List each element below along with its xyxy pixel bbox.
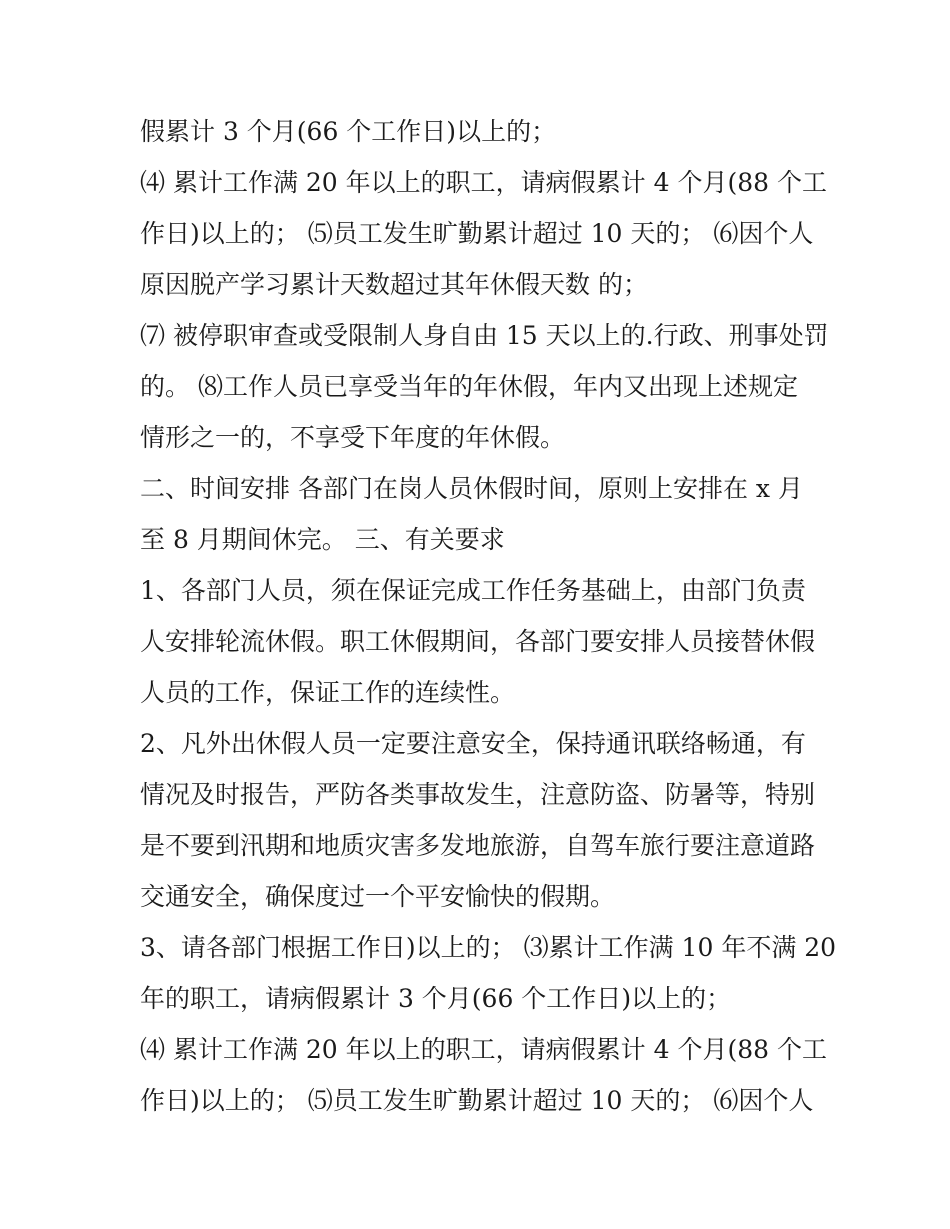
text-line: 至 8 月期间休完。 三、有关要求 bbox=[140, 525, 505, 554]
document-body bbox=[140, 106, 837, 1126]
text-line: 是不要到汛期和地质灾害多发地旅游，自驾车旅行要注意道路 bbox=[140, 831, 816, 860]
text-line: 的。 ⑻工作人员已享受当年的年休假，年内又出现上述规定 bbox=[140, 372, 798, 401]
text-line: 原因脱产学习累计天数超过其年休假天数 的； bbox=[140, 270, 648, 299]
list-item-line: 2、凡外出休假人员一定要注意安全，保持通讯联络畅通，有 bbox=[140, 729, 806, 758]
text-line: ⑺ 被停职审查或受限制人身自由 15 天以上的.行政、刑事处罚 bbox=[140, 321, 829, 350]
text-line: 人员的工作，保证工作的连续性。 bbox=[140, 678, 516, 707]
text-line: 假累计 3 个月(66 个工作日)以上的； bbox=[140, 117, 557, 146]
text-line: 作日)以上的； ⑸员工发生旷勤累计超过 10 天的； ⑹因个人 bbox=[140, 219, 814, 248]
text-line: 人安排轮流休假。职工休假期间，各部门要安排人员接替休假 bbox=[140, 627, 816, 656]
text-line: 情形之一的，不享受下年度的年休假。 bbox=[140, 423, 566, 452]
text-line: ⑷ 累计工作满 20 年以上的职工，请病假累计 4 个月(88 个工 bbox=[140, 168, 827, 197]
text-line: 交通安全，确保度过一个平安愉快的假期。 bbox=[140, 882, 616, 911]
section-heading-line: 二、时间安排 各部门在岗人员休假时间，原则上安排在 x 月 bbox=[140, 474, 803, 503]
text-line: 情况及时报告，严防各类事故发生，注意防盗、防暑等，特别 bbox=[140, 780, 816, 809]
text-line: 年的职工，请病假累计 3 个月(66 个工作日)以上的； bbox=[140, 984, 732, 1013]
list-item-line: 3、请各部门根据工作日)以上的； ⑶累计工作满 10 年不满 20 bbox=[140, 933, 837, 962]
text-line: 作日)以上的； ⑸员工发生旷勤累计超过 10 天的； ⑹因个人 bbox=[140, 1086, 814, 1115]
text-line: ⑷ 累计工作满 20 年以上的职工，请病假累计 4 个月(88 个工 bbox=[140, 1035, 827, 1064]
list-item-line: 1、各部门人员，须在保证完成工作任务基础上，由部门负责 bbox=[140, 576, 806, 605]
